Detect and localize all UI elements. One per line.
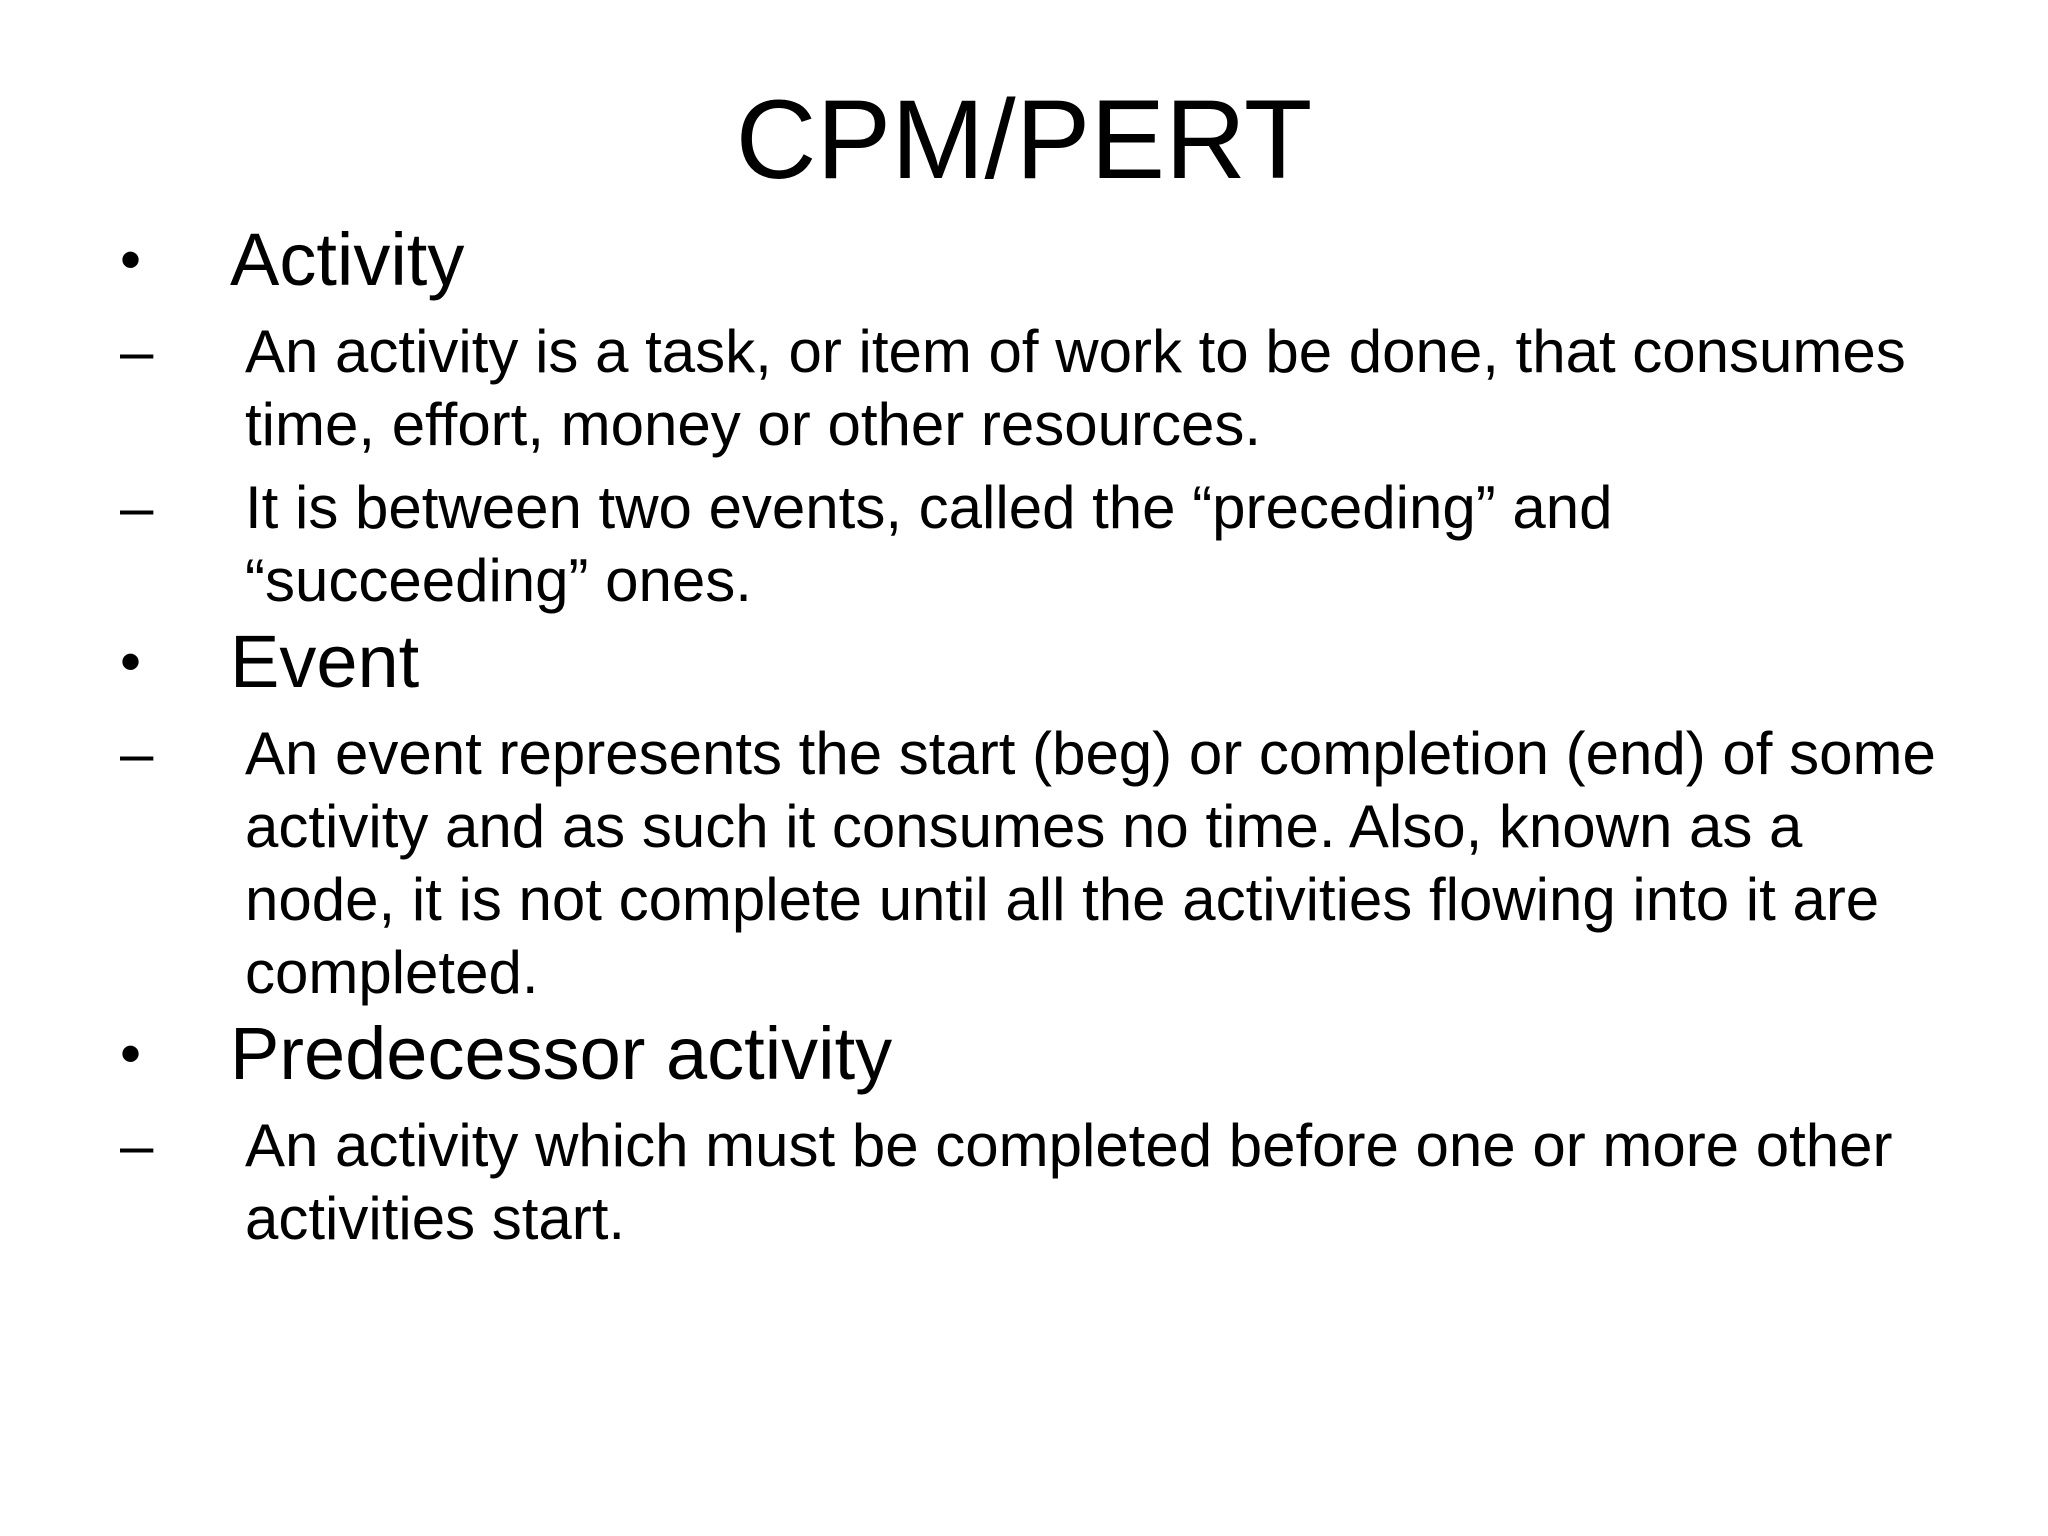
dash-marker: –: [120, 318, 154, 385]
slide-title: CPM/PERT: [735, 77, 1313, 202]
sub-item: [120, 471, 1950, 617]
sub-item-text: An activity is a task, or item of work to be done, that consumes time, effort, money or other resources.: [245, 318, 1906, 458]
bullet-marker: •: [120, 226, 142, 293]
sub-item-text: It is between two events, called the “preceding” and “succeeding” ones.: [245, 474, 1613, 614]
bullet-event: [120, 617, 1950, 707]
bullet-activity: [120, 215, 1950, 305]
bullet-label: Predecessor activity: [230, 1012, 893, 1095]
dash-marker: –: [120, 474, 154, 541]
dash-marker: –: [120, 720, 154, 787]
activity-subitems: [120, 315, 1950, 617]
sub-item-text: An event represents the start (beg) or completion (end) of some activity and as such it consumes no time. Also, known as a node, it is not complete until all the activities flowing into it are completed.: [245, 720, 1936, 1006]
bullet-label: Event: [230, 620, 420, 703]
sub-item: [120, 315, 1950, 461]
bullet-predecessor-activity: [120, 1009, 1950, 1099]
sub-item-text: An activity which must be completed before one or more other activities start.: [245, 1112, 1893, 1252]
dash-marker: –: [120, 1112, 154, 1179]
predecessor-subitems: [120, 1109, 1950, 1255]
sub-item: [120, 1109, 1950, 1255]
bullet-marker: •: [120, 628, 142, 695]
sub-item: [120, 717, 1950, 1009]
event-subitems: [120, 717, 1950, 1009]
bullet-marker: •: [120, 1020, 142, 1087]
slide-content: [120, 215, 1950, 1255]
bullet-label: Activity: [230, 218, 465, 301]
